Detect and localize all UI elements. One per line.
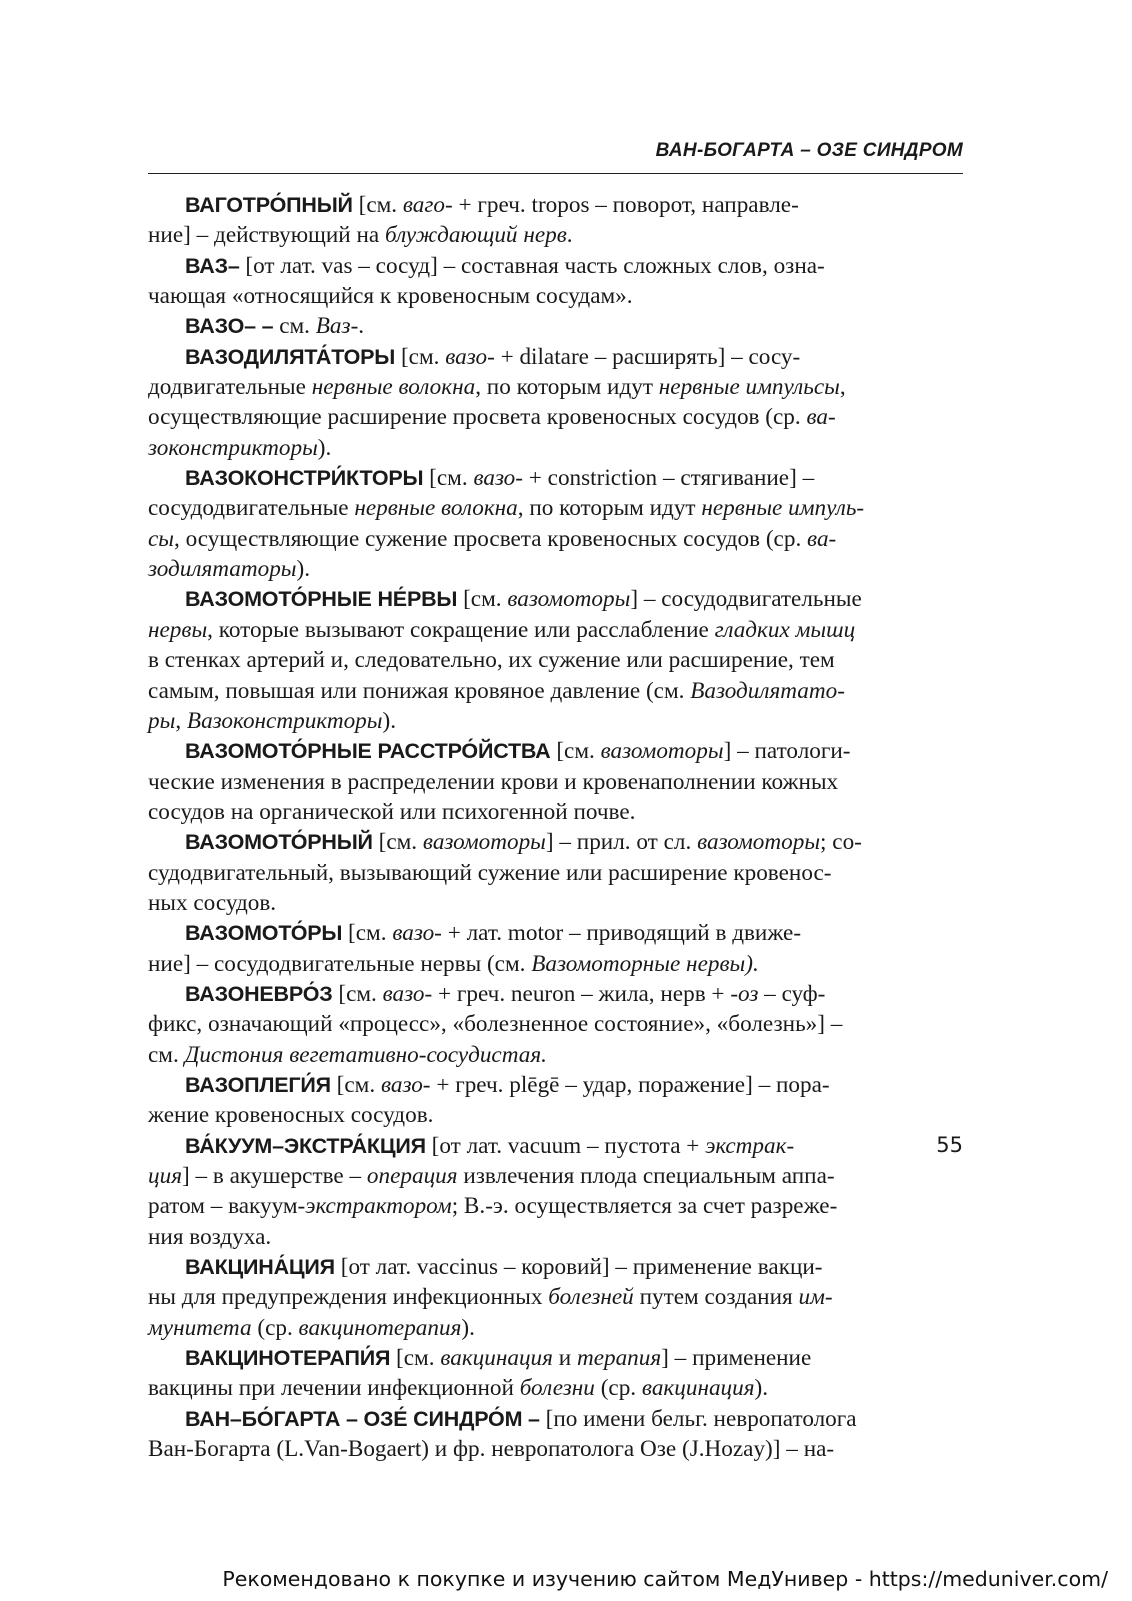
running-head: ВАН-БОГАРТА – ОЗЕ СИНДРОМ (655, 140, 963, 161)
italic-term: вакцинация (641, 1375, 755, 1402)
italic-term: блуждающий нерв (384, 222, 567, 249)
definition-text: [см. (395, 343, 446, 370)
dictionary-entry (148, 1252, 963, 1343)
definition-text: ; со- (820, 829, 862, 856)
entry-line (148, 404, 836, 430)
entry-line (148, 1315, 475, 1341)
entry-line (148, 799, 635, 825)
definition-text: , по которым идут (517, 495, 702, 522)
definition-text: ). (382, 707, 396, 734)
definition-text: в стенках артерий и, следовательно, их сужение или расширение, тем (148, 647, 835, 674)
entry-line (148, 1436, 834, 1462)
dictionary-entry (148, 251, 963, 312)
definition-text: – суф- (758, 980, 826, 1007)
italic-term: сы (148, 525, 174, 552)
italic-term: болезней (548, 1284, 634, 1311)
italic-term: вазомоторы (697, 829, 821, 856)
definition-text: [см. (372, 829, 423, 856)
definition-text: ческие изменения в распределении крови и кровенаполнении кожных (148, 768, 839, 795)
definition-text: фикс, означающий «процесс», «болезненное состояние», «болезнь»] – (148, 1011, 843, 1038)
definition-text: извлечения плода специальным аппа- (457, 1163, 835, 1189)
italic-term: вазомоторы (507, 586, 631, 613)
definition-text: чающая «относящийся к кровеносным сосудам». (148, 283, 633, 310)
definition-text: - + constriction – стягивание] – (515, 465, 815, 492)
dictionary-entry (148, 584, 963, 736)
italic-term: нервные импульсы (658, 374, 840, 401)
entry-line (148, 526, 836, 552)
definition-text: путем создания (633, 1284, 799, 1311)
dictionary-entry (148, 979, 963, 1070)
italic-term: Ваз (315, 313, 351, 340)
entry-line (148, 1224, 271, 1250)
italic-term: нервные волокна (311, 374, 476, 401)
definition-text: осуществляющие расширение просвета кровеносных сосудов (ср. (148, 404, 807, 431)
definition-text: (ср. (251, 1314, 299, 1341)
italic-term: вазо (445, 343, 488, 370)
header-rule (148, 173, 963, 174)
definition-text: ны для предупреждения инфекционных (148, 1284, 549, 1311)
entry-headword: ВАЗ– (185, 253, 240, 278)
definition-text: сосудодвигательные (148, 495, 355, 522)
definition-text: ] – прил. от сл. (545, 829, 698, 856)
footer-note: Рекомендовано к покупке и изучению сайтом МедУнивер - https://meduniver.com/ (222, 1567, 1108, 1591)
italic-term: ва- (807, 525, 837, 552)
italic-term: Вазомоторные нервы). (531, 950, 759, 977)
definition-text: [см. (550, 738, 601, 765)
entry-headword: ВАЗОМОТО́РНЫЕ РАССТРО́ЙСТВА (185, 739, 551, 764)
definition-text: ние] – действующий на (148, 222, 385, 249)
entry-line (240, 253, 825, 279)
dictionary-text (148, 190, 963, 1464)
italic-term: ры (148, 707, 176, 734)
definition-text: - + греч. neuron – жила, нерв + (424, 980, 731, 1007)
definition-text: судодвигательный, вызывающий сужение или расширение кровенос- (148, 859, 832, 886)
dictionary-entry (148, 342, 963, 463)
definition-text: - + греч. tropos – поворот, направле- (445, 192, 799, 218)
entry-line (540, 1406, 857, 1432)
page-number: 55 (936, 1133, 963, 1157)
definition-text: -. (350, 313, 365, 340)
definition-text: ратом – вакуум- (148, 1193, 306, 1220)
entry-line (148, 1284, 833, 1310)
italic-term: мунитета (148, 1314, 252, 1341)
definition-text: , которые вызывают сокращение или расслабление (207, 616, 715, 643)
definition-text: жение кровеносных сосудов. (148, 1102, 434, 1129)
italic-term: зодилятаторы (148, 556, 297, 583)
definition-text: [от лат. vas – сосуд] – составная часть сложных слов, озна- (239, 252, 825, 279)
definition-text: и (552, 1345, 577, 1372)
entry-line (331, 1072, 830, 1098)
definition-text: ). (461, 1314, 475, 1341)
entry-line (148, 1163, 835, 1189)
italic-term: вазомоторы (422, 829, 546, 856)
italic-term: ция (148, 1163, 182, 1189)
entry-line (148, 283, 633, 309)
definition-text: [от лат. vaccinus – коровий] – применение вакци- (334, 1254, 823, 1281)
entry-headword: ВАКЦИНОТЕРАПИ́Я (185, 1346, 391, 1371)
italic-term: вазо (380, 1071, 423, 1098)
italic-term: вазо (392, 920, 435, 947)
entry-line (148, 1042, 547, 1068)
entry-headword: ВА́КУУМ–ЭКСТРА́КЦИЯ (185, 1133, 426, 1158)
entry-line (148, 1375, 768, 1401)
dictionary-entry (148, 827, 963, 918)
definition-text: ] – патологи- (723, 738, 851, 765)
entry-line (342, 920, 801, 946)
entry-line (333, 981, 826, 1007)
italic-term: им- (798, 1284, 833, 1311)
dictionary-entry (148, 463, 963, 584)
italic-term: Вазодилятато- (690, 677, 845, 704)
italic-term: терапия (576, 1345, 662, 1372)
definition-text: [см. (352, 192, 403, 218)
entry-line (148, 1193, 837, 1219)
definition-text: , осуществляющие сужение просвета кровеносных сосудов (ср. (174, 525, 808, 552)
definition-text: [см. (457, 586, 508, 613)
definition-text: вакцины при лечении инфекционной (148, 1375, 520, 1402)
entry-headword: ВАЗО– – (185, 314, 274, 339)
italic-term: Вазоконстрикторы (186, 707, 383, 734)
italic-term: Дистония вегетативно-сосудистая. (184, 1041, 547, 1068)
entry-headword: ВАЗОМОТО́РНЫЕ НЕ́РВЫ (185, 587, 458, 612)
definition-text: додвигательные (148, 374, 312, 401)
entry-line (148, 495, 864, 521)
entry-line (457, 586, 861, 612)
dictionary-entry (148, 1343, 963, 1404)
definition-text: [см. (423, 465, 474, 492)
entry-line (148, 769, 838, 795)
dictionary-entry (148, 1070, 963, 1131)
italic-term: вакцинация (440, 1345, 553, 1372)
definition-text: [по имени бельг. невропатолога (539, 1405, 857, 1432)
italic-term: ваго (402, 192, 446, 218)
definition-text: ] – в акушерстве – (181, 1163, 367, 1189)
dictionary-entry (148, 918, 963, 979)
definition-text: ных сосудов. (148, 889, 277, 916)
entry-line (148, 1011, 842, 1037)
definition-text: ). (754, 1375, 769, 1402)
definition-text: (ср. (594, 1375, 642, 1402)
definition-text: - + греч. plēgē – удар, поражение] – пора- (422, 1071, 830, 1098)
entry-headword: ВАЗОКОНСТРИ́КТОРЫ (185, 466, 424, 491)
dictionary-entry (148, 311, 963, 341)
entry-line (395, 344, 800, 370)
entry-line (148, 1102, 433, 1128)
definition-text: [см. (332, 980, 383, 1007)
entry-line (148, 222, 573, 248)
entry-line (390, 1345, 811, 1371)
italic-term: болезни (519, 1375, 595, 1402)
entry-line (148, 556, 310, 582)
italic-term: вазомоторы (600, 738, 724, 765)
definition-text: [см. (330, 1071, 381, 1098)
entry-line (551, 738, 851, 764)
italic-term: вазо (473, 465, 516, 492)
entry-line (353, 192, 799, 218)
italic-term: вакцинотерапия (298, 1314, 462, 1341)
italic-term: гладких мышц (714, 616, 856, 643)
definition-text: ; В.-э. осуществляется за счет разреже- (451, 1193, 838, 1220)
italic-term: нервные волокна (354, 495, 518, 522)
definition-text: [от лат. vacuum – пустота + (425, 1132, 706, 1159)
definition-text: ] – применение (661, 1345, 812, 1372)
definition-text: см. (148, 1041, 185, 1068)
italic-term: нервы (148, 616, 208, 643)
definition-text: ] – сосудодвигательные (630, 586, 862, 613)
italic-term: нервные импуль- (701, 495, 865, 522)
entry-headword: ВАН–БО́ГАРТА – ОЗЕ́ СИНДРО́М – (185, 1406, 540, 1431)
entry-line (148, 678, 845, 704)
definition-text: ). (317, 434, 332, 461)
italic-term: вазо (382, 980, 425, 1007)
entry-line (148, 647, 835, 673)
definition-text: [см. (390, 1345, 441, 1372)
entry-headword: ВАГОТРО́ПНЫЙ (185, 193, 353, 217)
entry-headword: ВАЗОДИЛЯТА́ТОРЫ (185, 344, 396, 369)
definition-text: , по которым идут (475, 374, 659, 401)
definition-text: , (175, 707, 187, 734)
entry-line (373, 829, 862, 855)
entry-line (148, 890, 276, 916)
italic-term: ва- (806, 404, 836, 431)
definition-text: , (839, 374, 846, 401)
entry-headword: ВАКЦИНА́ЦИЯ (185, 1255, 335, 1280)
italic-term: экстрактором (305, 1193, 452, 1220)
entry-headword: ВАЗОНЕВРО́З (185, 981, 333, 1006)
definition-text: ). (296, 556, 311, 583)
entry-headword: ВАЗОПЛЕГИ́Я (185, 1072, 331, 1097)
definition-text: ния воздуха. (148, 1223, 272, 1250)
entry-line (335, 1254, 823, 1280)
definition-text: . (566, 222, 573, 249)
italic-term: зоконстрикторы (148, 434, 318, 461)
entry-line (148, 617, 855, 643)
definition-text: ние] – сосудодвигательные нервы (см. (148, 950, 532, 977)
italic-term: операция (366, 1163, 458, 1189)
entry-line (273, 313, 364, 339)
definition-text: - + лат. motor – приводящий в движе- (434, 920, 802, 947)
entry-line (148, 951, 759, 977)
dictionary-entry (148, 1404, 963, 1465)
entry-headword: ВАЗОМОТО́РЫ (185, 921, 343, 946)
definition-text: [см. (342, 920, 393, 947)
entry-headword: ВАЗОМОТО́РНЫЙ (185, 830, 373, 855)
definition-text: самым, повышая или понижая кровяное давление (см. (148, 677, 691, 704)
definition-text: Ван-Богарта (L.Van-Bogaert) и фр. невропатолога Озе (J.Hozay)] – на- (148, 1436, 835, 1463)
italic-term: экстрак- (705, 1132, 795, 1159)
italic-term: -оз (730, 980, 759, 1007)
definition-text: сосудов на органической или психогенной почве. (148, 798, 636, 825)
definition-text: см. (273, 313, 316, 340)
definition-text: - + dilatare – расширять] – сосу- (487, 343, 801, 370)
entry-line (148, 708, 396, 734)
dictionary-entry (148, 190, 963, 251)
entry-line (148, 860, 832, 886)
entry-line (148, 435, 331, 461)
entry-line (148, 374, 846, 400)
entry-line (423, 465, 814, 491)
dictionary-entry (148, 736, 963, 827)
